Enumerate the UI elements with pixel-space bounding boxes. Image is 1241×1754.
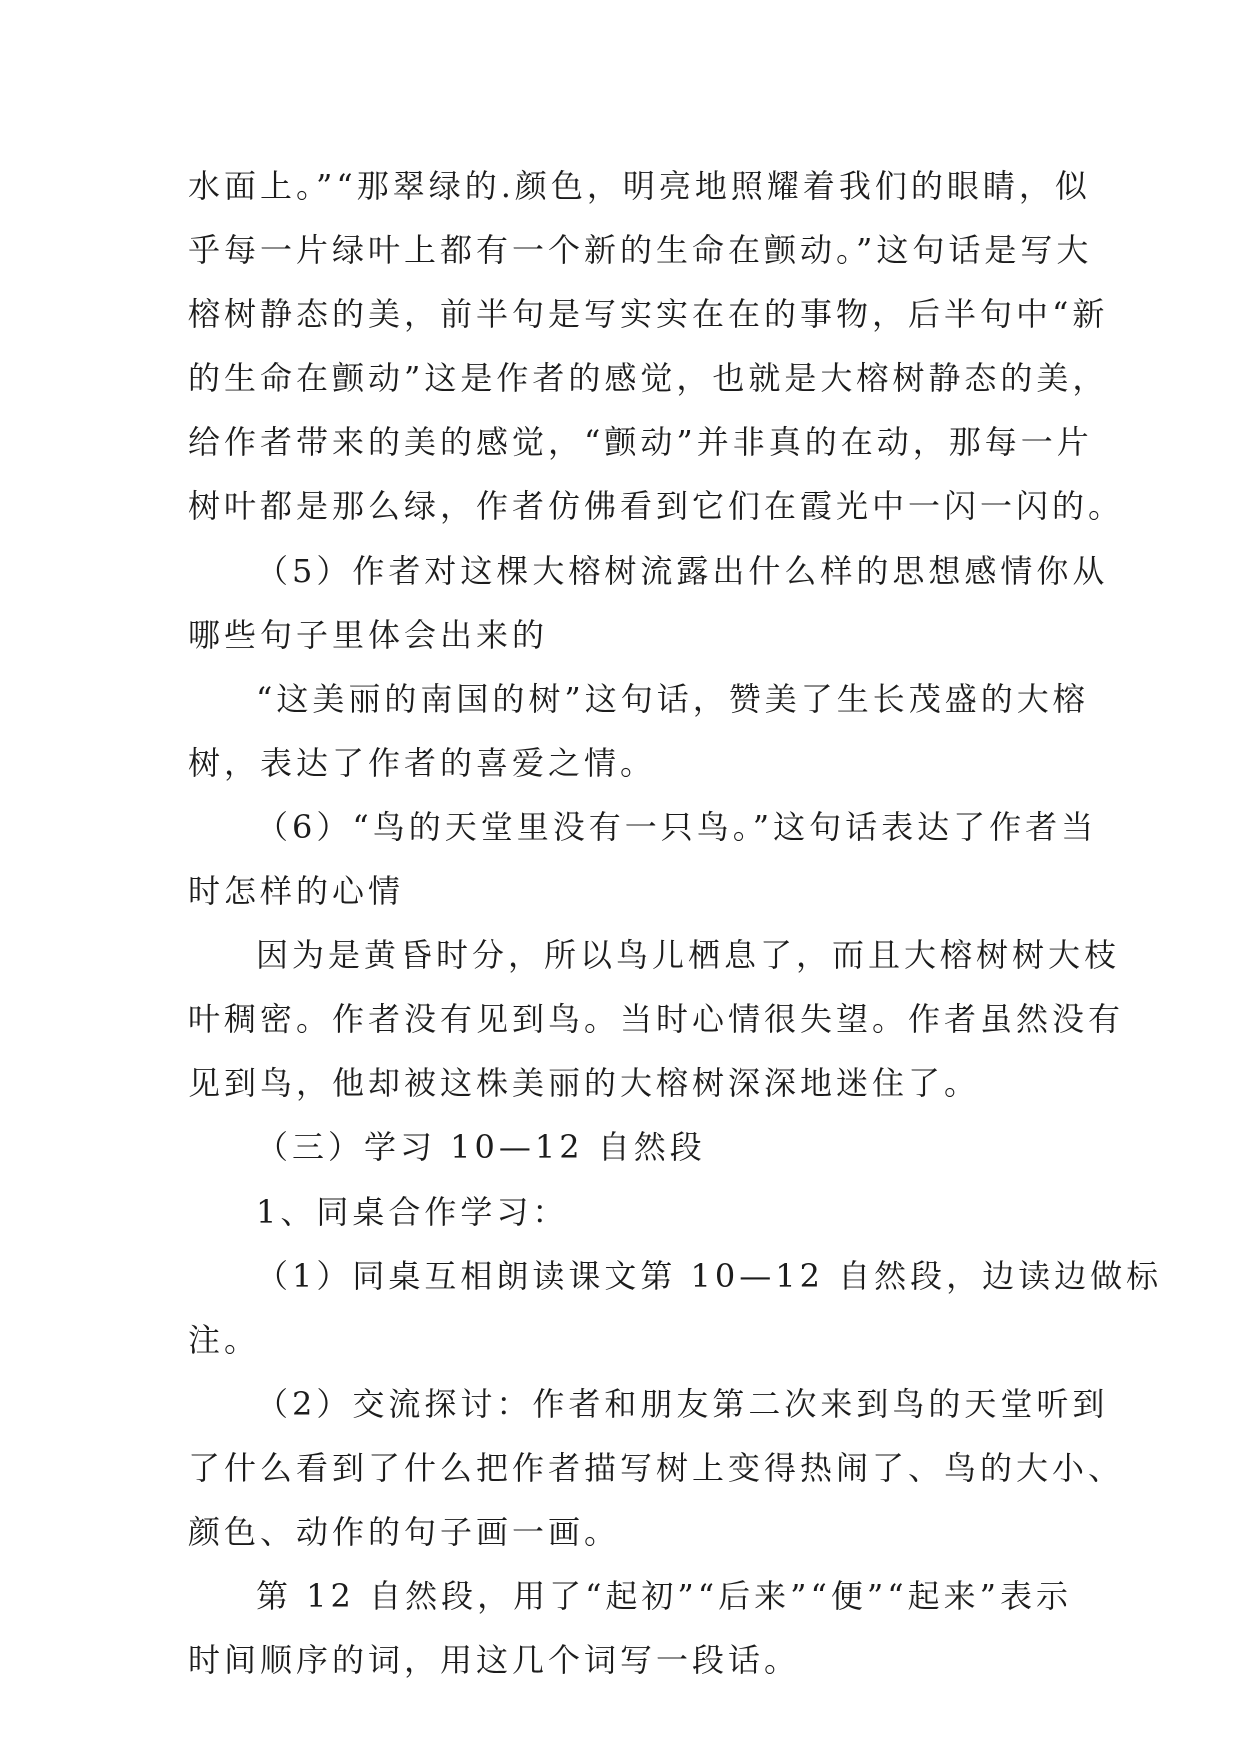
text-line: 的生命在颤动”这是作者的感觉，也就是大榕树静态的美， — [188, 359, 1109, 398]
text-line: （5）作者对这棵大榕树流露出什么样的思想感情你从 — [256, 551, 1109, 590]
text-line: 时怎样的心情 — [188, 872, 405, 911]
text-line: 颜色、动作的句子画一画。 — [188, 1512, 621, 1551]
section-heading: （三）学习 10—12 自然段 — [256, 1128, 706, 1167]
text-line: 树，表达了作者的喜爱之情。 — [188, 743, 657, 782]
text-line: 见到鸟，他却被这株美丽的大榕树深深地迷住了。 — [188, 1064, 981, 1103]
text-line: 树叶都是那么绿，作者仿佛看到它们在霞光中一闪一闪的。 — [188, 487, 1125, 526]
text-line: 乎每一片绿叶上都有一个新的生命在颤动。”这句话是写大 — [188, 231, 1093, 270]
text-line: 1、同桌合作学习： — [256, 1192, 569, 1231]
text-line: 给作者带来的美的感觉，“颤动”并非真的在动，那每一片 — [188, 423, 1093, 462]
text-line: 第 12 自然段，用了“起初”“后来”“便”“起来”表示 — [256, 1577, 1072, 1616]
text-line: （6）“鸟的天堂里没有一只鸟。”这句话表达了作者当 — [256, 807, 1098, 846]
text-line: 叶稠密。作者没有见到鸟。当时心情很失望。作者虽然没有 — [188, 1000, 1125, 1039]
text-line: 注。 — [188, 1320, 261, 1359]
text-line: 哪些句子里体会出来的 — [188, 615, 549, 654]
text-line: “这美丽的南国的树”这句话，赞美了生长茂盛的大榕 — [256, 679, 1089, 718]
text-line: 时间顺序的词，用这几个词写一段话。 — [188, 1641, 801, 1680]
text-line: 水面上。”“那翠绿的.颜色，明亮地照耀着我们的眼睛，似 — [188, 167, 1091, 205]
text-line: 了什么看到了什么把作者描写树上变得热闹了、鸟的大小、 — [188, 1448, 1125, 1487]
text-line: （2）交流探讨：作者和朋友第二次来到鸟的天堂听到 — [256, 1384, 1109, 1423]
text-line: 榕树静态的美，前半句是写实实在在的事物，后半句中“新 — [188, 295, 1109, 334]
document-body — [188, 154, 1163, 1692]
text-line: 因为是黄昏时分，所以鸟儿栖息了，而且大榕树树大枝 — [256, 936, 1121, 975]
text-line: （1）同桌互相朗读课文第 10—12 自然段，边读边做标 — [256, 1256, 1163, 1295]
